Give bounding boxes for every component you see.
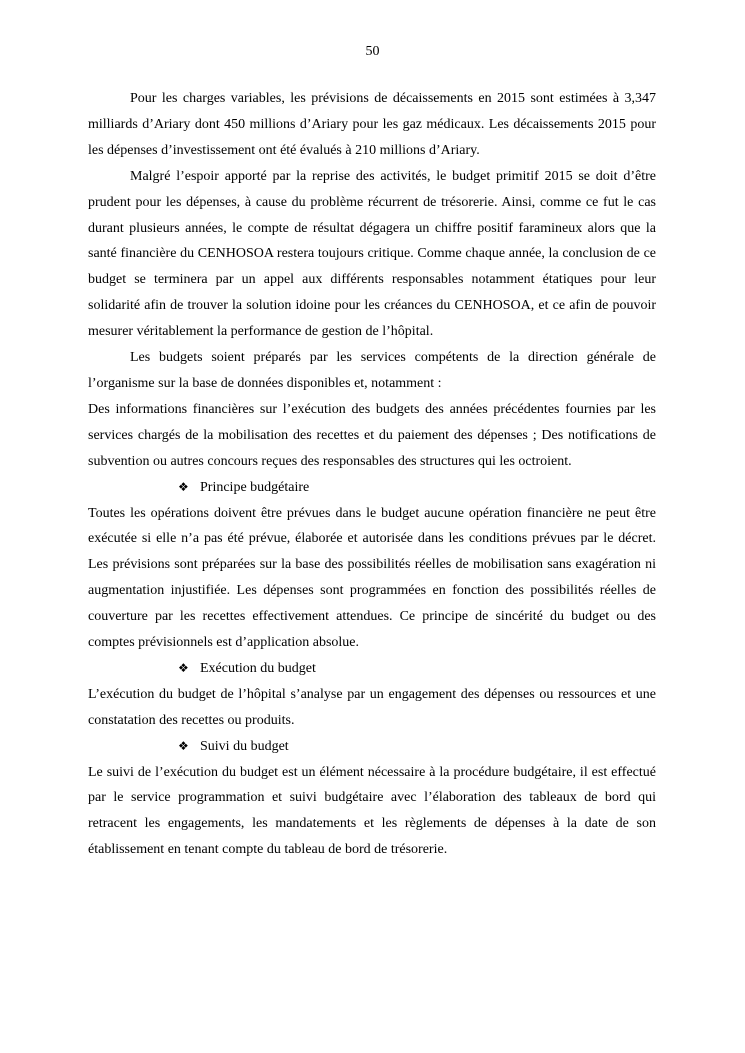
paragraph-informations-financieres: Des informations financières sur l’exécution des budgets des années précédentes fournies par les services chargés de la mobilisation des recettes et du paiement des dépenses ; Des notifications de subvention ou autres concours reçues des responsables des structures qui les octroient. bbox=[88, 401, 656, 469]
diamond-bullet-icon: ❖ bbox=[178, 660, 189, 675]
section-text-execution: L’exécution du budget de l’hôpital s’analyse par un engagement des dépenses ou ressources et une constatation des recettes ou produits. bbox=[88, 686, 656, 728]
section-heading-label: Exécution du budget bbox=[200, 660, 316, 676]
body-text bbox=[88, 86, 656, 863]
page-number: 50 bbox=[365, 44, 380, 59]
paragraph-charges-variables: Pour les charges variables, les prévisions de décaissements en 2015 sont estimées à 3,347 milliards d’Ariary dont 450 millions d’Ariary pour les gaz médicaux. Les décaissements 2015 pour les dépenses d’investissement ont été évalués à 210 millions d’Ariary. bbox=[88, 91, 656, 158]
section-heading-principe bbox=[88, 475, 656, 501]
section-heading-label: Principe budgétaire bbox=[200, 479, 310, 495]
paragraph-budgets-prepares: Les budgets soient préparés par les services compétents de la direction générale de l’organisme sur la base de données disponibles et, notamment : bbox=[88, 350, 656, 391]
diamond-bullet-icon: ❖ bbox=[178, 479, 189, 494]
section-heading-suivi bbox=[88, 734, 656, 760]
section-text-suivi: Le suivi de l’exécution du budget est un élément nécessaire à la procédure budgétaire, il est effectué par le service programmation et suivi budgétaire avec l’élaboration des tableaux de bord qui retracent les engagements, les mandatements et les règlements de dépenses à la date de son établissement en tenant compte du tableau de bord de trésorerie. bbox=[88, 764, 656, 858]
section-text-principe: Toutes les opérations doivent être prévues dans le budget aucune opération financière ne peut être exécutée si elle n’a pas été prévue, élaborée et autorisée dans les conditions prévues par le décret. Les prévisions sont préparées sur la base des possibilités réelles de mobilisation sans exagération ni augmentation injustifiée. Les dépenses sont programmées en fonction des possibilités réelles de couverture par les recettes effectivement attendues. Ce principe de sincérité du budget ou des comptes prévisionnels est d’application absolue. bbox=[88, 505, 656, 651]
paragraph-budget-primitif: Malgré l’espoir apporté par la reprise des activités, le budget primitif 2015 se doit d’être prudent pour les dépenses, à cause du problème récurrent de trésorerie. Ainsi, comme ce fut le cas durant plusieurs années, le compte de résultat dégagera un chiffre positif faramineux alors que la santé financière du CENHOSOA restera toujours critique. Comme chaque année, la conclusion de ce budget se terminera par un appel aux différents responsables notamment étatiques pour leur solidarité afin de trouver la solution idoine pour les créances du CENHOSOA, et ce afin de pouvoir mesurer véritablement la performance de gestion de l’hôpital. bbox=[88, 168, 656, 340]
section-heading-execution bbox=[88, 656, 656, 682]
section-heading-label: Suivi du budget bbox=[200, 738, 289, 754]
diamond-bullet-icon: ❖ bbox=[178, 738, 189, 753]
